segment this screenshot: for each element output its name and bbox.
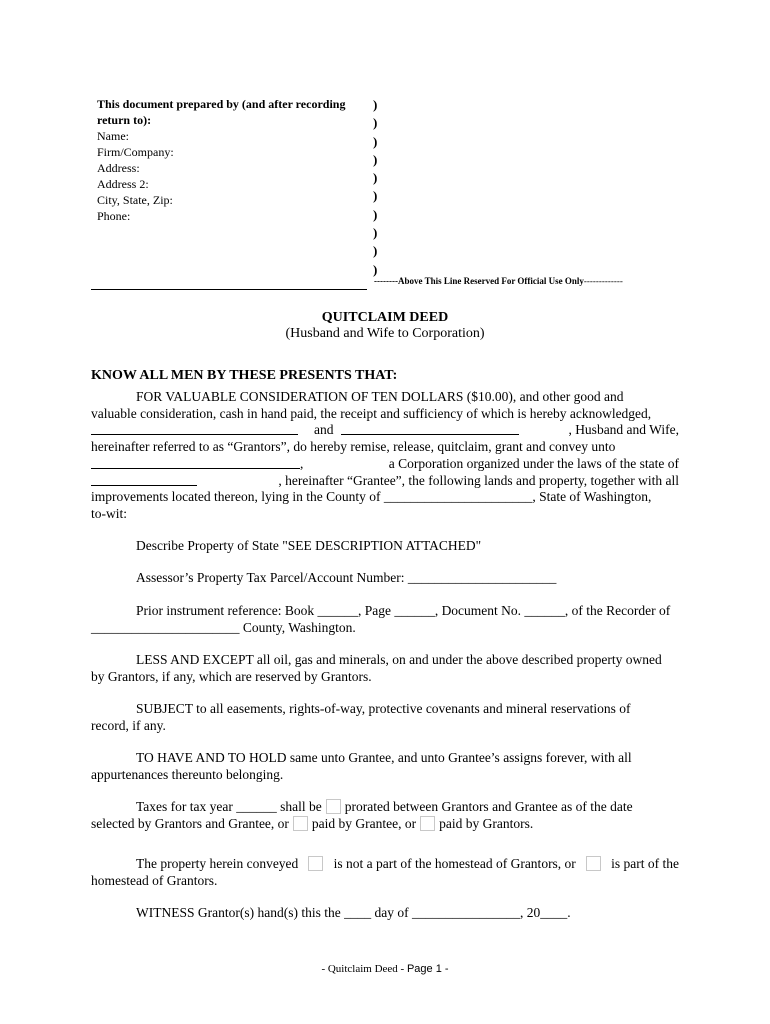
corporation-text: a Corporation organized under the laws of the state of [388, 455, 679, 471]
paren: ) [373, 133, 378, 149]
know-all-men-heading: KNOW ALL MEN BY THESE PRESENTS THAT: [91, 368, 398, 383]
state-blank[interactable] [91, 473, 197, 486]
homestead-text-a: The property herein conveyed [136, 856, 299, 871]
consideration-line-3 [91, 422, 679, 439]
consideration-line-8: to-wit: [91, 505, 127, 521]
assessor-line [91, 570, 679, 587]
consideration-line-1: FOR VALUABLE CONSIDERATION OF TEN DOLLARS ($10.00), and other good and [136, 389, 624, 404]
consideration-line-4: hereinafter referred to as “Grantors”, do hereby remise, release, quitclaim, grant and convey unto [91, 439, 616, 455]
taxes-text-a: Taxes for tax year ______ shall be [136, 799, 322, 814]
paren: ) [373, 206, 378, 222]
assessor-text: Assessor’s Property Tax Parcel/Account Number: ______________________ [136, 570, 557, 585]
prepared-by-heading: This document prepared by (and after recording return to): [97, 97, 346, 127]
paren: ) [373, 243, 378, 259]
homestead-paragraph [91, 856, 679, 889]
page-footer [0, 963, 770, 975]
prorated-checkbox[interactable] [326, 799, 341, 814]
is-homestead-checkbox[interactable] [586, 856, 601, 871]
consideration-line-5 [91, 456, 679, 473]
taxes-line-1 [91, 799, 679, 816]
less-and-except-paragraph [91, 652, 679, 685]
homestead-line-2: homestead of Grantors. [91, 872, 218, 888]
grantor-1-blank[interactable] [91, 422, 298, 435]
taxes-text-c: selected by Grantors and Grantee, or [91, 815, 289, 831]
prior-instrument-paragraph [91, 603, 679, 636]
footer-page-number: Page 1 - [406, 963, 449, 975]
homestead-line-1 [91, 856, 679, 873]
grantor-2-blank[interactable] [341, 422, 519, 435]
consideration-line-7: improvements located thereon, lying in the County of ______________________, State of Washington, [91, 489, 652, 505]
not-homestead-checkbox[interactable] [308, 856, 323, 871]
witness-line [91, 905, 679, 922]
habendum-line-2: appurtenances thereunto belonging. [91, 766, 284, 782]
reserved-text: Above This Line Reserved For Official Use Only [397, 276, 584, 286]
taxes-text-e: paid by Grantors. [439, 815, 534, 831]
city-state-zip-field-label: City, State, Zip: [97, 193, 173, 207]
paren: ) [373, 188, 378, 204]
reserved-dash-left: -------- [374, 276, 398, 286]
and-word: and [314, 422, 334, 438]
consideration-line-2: valuable consideration, cash in hand paid, the receipt and sufficiency of which is hereby acknowledged, [91, 405, 652, 421]
name-field-label: Name: [97, 129, 129, 143]
consideration-line-6 [91, 473, 679, 490]
paren: ) [373, 170, 378, 186]
taxes-paragraph [91, 799, 679, 832]
paren: ) [373, 151, 378, 167]
deed-title: QUITCLAIM DEED [321, 310, 449, 325]
less-line-1: LESS AND EXCEPT all oil, gas and minerals, on and under the above described property owned [136, 652, 662, 667]
subject-line-2: record, if any. [91, 717, 166, 733]
deed-subtitle: (Husband and Wife to Corporation) [285, 326, 485, 341]
address2-field-label: Address 2: [97, 177, 149, 191]
paren: ) [373, 115, 378, 131]
phone-field-label: Phone: [97, 209, 131, 223]
comma: , [300, 455, 304, 471]
paren: ) [373, 261, 378, 277]
paren: ) [373, 225, 378, 241]
footer-doc-name: - Quitclaim Deed - [321, 963, 407, 975]
subject-paragraph [91, 701, 679, 734]
bracket-column [373, 96, 377, 279]
taxes-line-2 [91, 816, 679, 833]
recording-divider-line [91, 289, 367, 290]
less-line-2: by Grantors, if any, which are reserved by Grantors. [91, 668, 372, 684]
prior-line-2: ______________________ County, Washington. [91, 619, 356, 635]
address-field-label: Address: [97, 161, 140, 175]
paid-by-grantee-checkbox[interactable] [293, 816, 308, 831]
official-use-notice [374, 276, 623, 286]
grantee-text: , hereinafter “Grantee”, the following lands and property, together with all [278, 472, 679, 488]
homestead-text-c: is part of the [611, 856, 679, 871]
husband-wife-text: , Husband and Wife, [568, 422, 679, 438]
taxes-text-b: prorated between Grantors and Grantee as of the date [344, 799, 633, 814]
grantee-name-blank[interactable] [91, 456, 300, 469]
taxes-text-d: paid by Grantee, or [311, 815, 417, 831]
firm-field-label: Firm/Company: [97, 145, 174, 159]
paid-by-grantors-checkbox[interactable] [420, 816, 435, 831]
witness-text: WITNESS Grantor(s) hand(s) this the ____ day of ________________, 20____. [136, 905, 571, 920]
describe-property-text: Describe Property of State "SEE DESCRIPTION ATTACHED" [136, 538, 482, 553]
prepared-by-block [97, 96, 367, 224]
prior-line-1: Prior instrument reference: Book ______, Page ______, Document No. ______, of the Recorder of [136, 603, 671, 618]
habendum-line-1: TO HAVE AND TO HOLD same unto Grantee, and unto Grantee’s assigns forever, with all [136, 750, 632, 765]
homestead-text-b: is not a part of the homestead of Grantors, or [333, 856, 576, 871]
consideration-paragraph [91, 389, 679, 523]
subject-line-1: SUBJECT to all easements, rights-of-way, protective covenants and mineral reservations of [136, 701, 631, 716]
describe-property [91, 538, 679, 555]
habendum-paragraph [91, 750, 679, 783]
reserved-dash-right: ------------- [583, 276, 623, 286]
paren: ) [373, 97, 378, 112]
